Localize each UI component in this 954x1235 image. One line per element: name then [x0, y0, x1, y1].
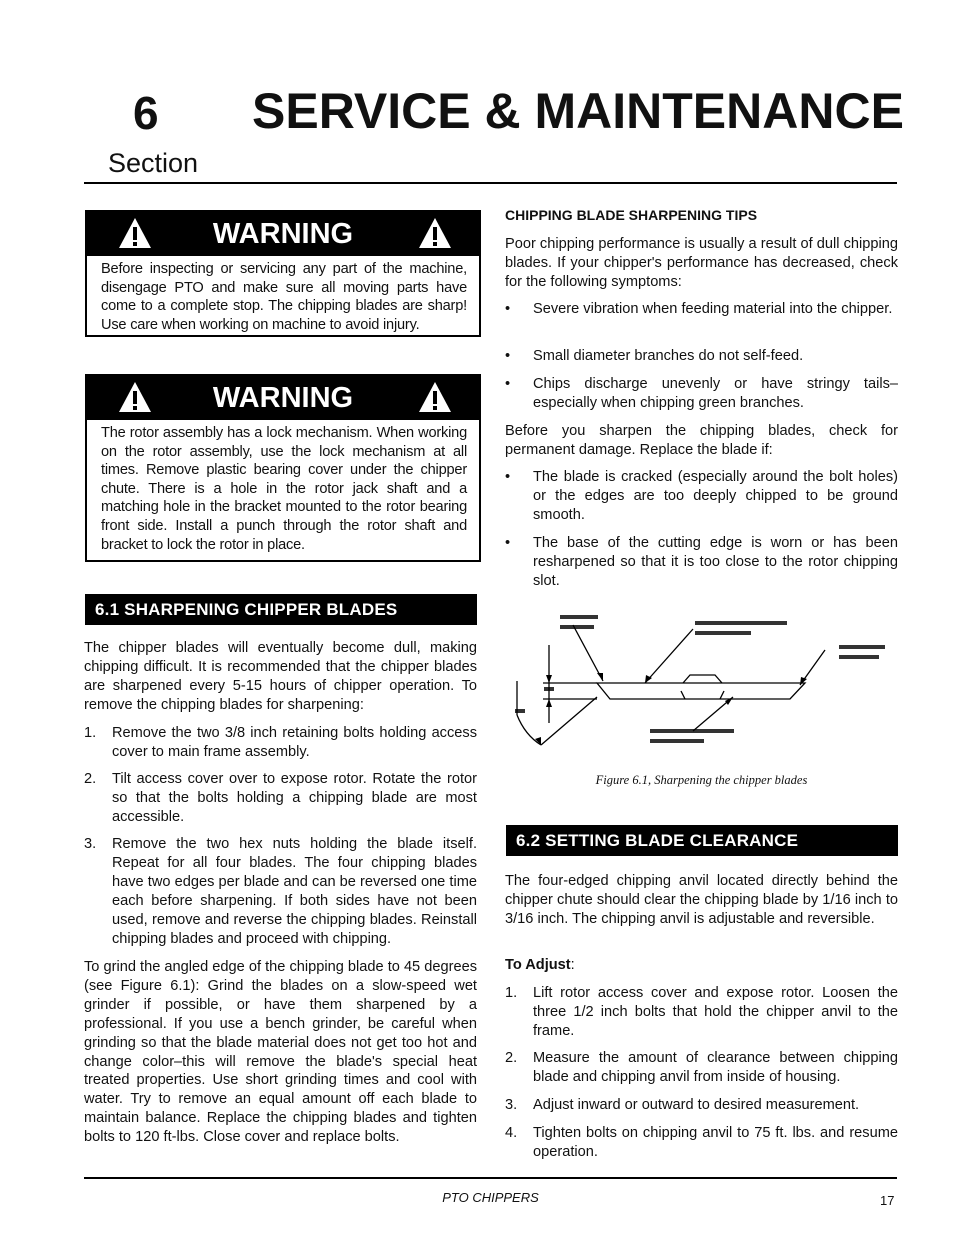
step-number: 2. [505, 1050, 518, 1066]
warning-triangle-icon [417, 216, 453, 250]
step-number: 3. [505, 1097, 518, 1113]
tips-intro [505, 235, 898, 292]
section-6-1-intro [84, 639, 477, 715]
warning-triangle-icon [417, 380, 453, 414]
step-text: Tighten bolts on chipping anvil to 75 ft. lbs. and resume operation. [533, 1125, 898, 1160]
replace-if-list [505, 468, 898, 593]
section-6-2-heading: 6.2 SETTING BLADE CLEARANCE [506, 825, 898, 856]
section-number: 6 [133, 87, 159, 139]
adjust-steps-list [505, 984, 898, 1164]
bullet: • [505, 535, 511, 551]
bullet: • [505, 348, 511, 364]
symptom-text: Small diameter branches do not self-feed. [533, 348, 804, 364]
page-title: SERVICE & MAINTENANCE [252, 83, 904, 139]
page-number: 17 [880, 1193, 895, 1208]
bullet: • [505, 376, 511, 392]
warning-box-2 [85, 374, 481, 562]
to-adjust-bold: To Adjust [505, 957, 571, 973]
sharpening-steps-list [84, 724, 477, 946]
step-text: Measure the amount of clearance between chipping blade and chipping anvil from inside of housing. [533, 1050, 898, 1085]
bullet: • [505, 301, 511, 317]
footer-title: PTO CHIPPERS [442, 1190, 539, 1205]
grinding-paragraph [84, 958, 477, 1147]
replace-text: The base of the cutting edge is worn or has been resharpened so that it is too close to the rotor chipping slot. [533, 535, 898, 589]
step-number: 1. [505, 985, 518, 1001]
to-adjust-label [505, 956, 898, 975]
warning-text: Before inspecting or servicing any part of the machine, disengage PTO and make sure all moving parts have come to a complete stop. The chipping blades are sharp! Use care when working on machine to avoid injury. [101, 261, 467, 333]
warning-title: WARNING [212, 382, 354, 414]
warning-header [87, 212, 479, 256]
footer-rule [84, 1177, 897, 1179]
figure-caption: Figure 6.1, Sharpening the chipper blades [595, 773, 808, 787]
grind-text: To grind the angled edge of the chipping blade to 45 degrees (see Figure 6.1): Grind the blades on a slow-speed wet grinder if possible, or have them sharpened by a professional. If you use a bench grinder, be careful when grinding so that the blade material does not get too hot and change color–this will remove the blade's special heat treated properties. Use short grinding times and cool with water. Try to remove an equal amount off each blade to maintain balance. Replace the chipping blades and tighten bolts to 120 ft-lbs. Close cover and replace bolts. [84, 959, 477, 1146]
step-text: Tilt access cover over to expose rotor. Rotate the rotor so that the bolts holding a chipping blade are most accessible. [112, 771, 477, 825]
step-text: Adjust inward or outward to desired measurement. [533, 1097, 860, 1113]
warning-box-1 [85, 210, 481, 337]
check-text: Before you sharpen the chipping blades, check for permanent damage. Replace the blade if: [505, 423, 898, 458]
symptom-text: Chips discharge unevenly or have stringy tails–especially when chipping green branches. [533, 376, 898, 411]
section-6-1-heading: 6.1 SHARPENING CHIPPER BLADES [85, 594, 477, 625]
tips-heading: CHIPPING BLADE SHARPENING TIPS [505, 207, 758, 223]
warning-title: WARNING [212, 218, 354, 250]
warning-text: The rotor assembly has a lock mechanism. When working on the rotor assembly, use the lock mechanism at all times. Remove plastic bearing cover under the chipper chute. There is a hole in the rotor jack shaft and a matching hole in the bracket mounted to the rotor bearing front side. Install a punch through the rotor shaft and bracket to lock the rotor in place. [101, 425, 467, 553]
section-6-2-intro [505, 872, 898, 929]
replace-text: The blade is cracked (especially around the bolt holes) or the edges are too deeply chipped to be ground smooth. [533, 469, 898, 523]
check-paragraph [505, 422, 898, 460]
step-text: Lift rotor access cover and expose rotor. Loosen the three 1/2 inch bolts that hold the chipper anvil to the frame. [533, 985, 898, 1039]
step-number: 2. [84, 771, 97, 787]
blade-sharpening-diagram [505, 605, 898, 765]
clearance-intro-text: The four-edged chipping anvil located directly behind the chipper chute should clear the chipping blade by 1/16 inch to 3/16 inch. The chipping anvil is adjustable and reversible. [505, 873, 898, 927]
tips-intro-text: Poor chipping performance is usually a result of dull chipping blades. If your chipper's performance has decreased, check for the following symptoms: [505, 236, 898, 290]
step-number: 3. [84, 836, 97, 852]
step-text: Remove the two 3/8 inch retaining bolts holding access cover to main frame assembly. [112, 725, 477, 760]
intro-paragraph: The chipper blades will eventually become dull, making chipping difficult. It is recommended that the chipper blades are sharpened every 5-15 hours of chipper operation. To remove the chipping blades for sharpening: [84, 640, 477, 713]
step-text: Remove the two hex nuts holding the blade itself. Repeat for all four blades. The four chipping blades have two edges per blade and can be reversed one time each before sharpening. If both sides have not been used, remove and reverse the chipping blades. Reinstall chipping blades and proceed with chipping. [112, 836, 477, 947]
header-rule [84, 182, 897, 184]
symptom-text: Severe vibration when feeding material into the chipper. [533, 301, 893, 317]
to-adjust-colon: : [570, 957, 575, 973]
bullet: • [505, 469, 511, 485]
step-number: 1. [84, 725, 97, 741]
symptoms-list [505, 300, 898, 415]
step-number: 4. [505, 1125, 518, 1141]
warning-header [87, 376, 479, 420]
section-label: Section [108, 148, 199, 178]
